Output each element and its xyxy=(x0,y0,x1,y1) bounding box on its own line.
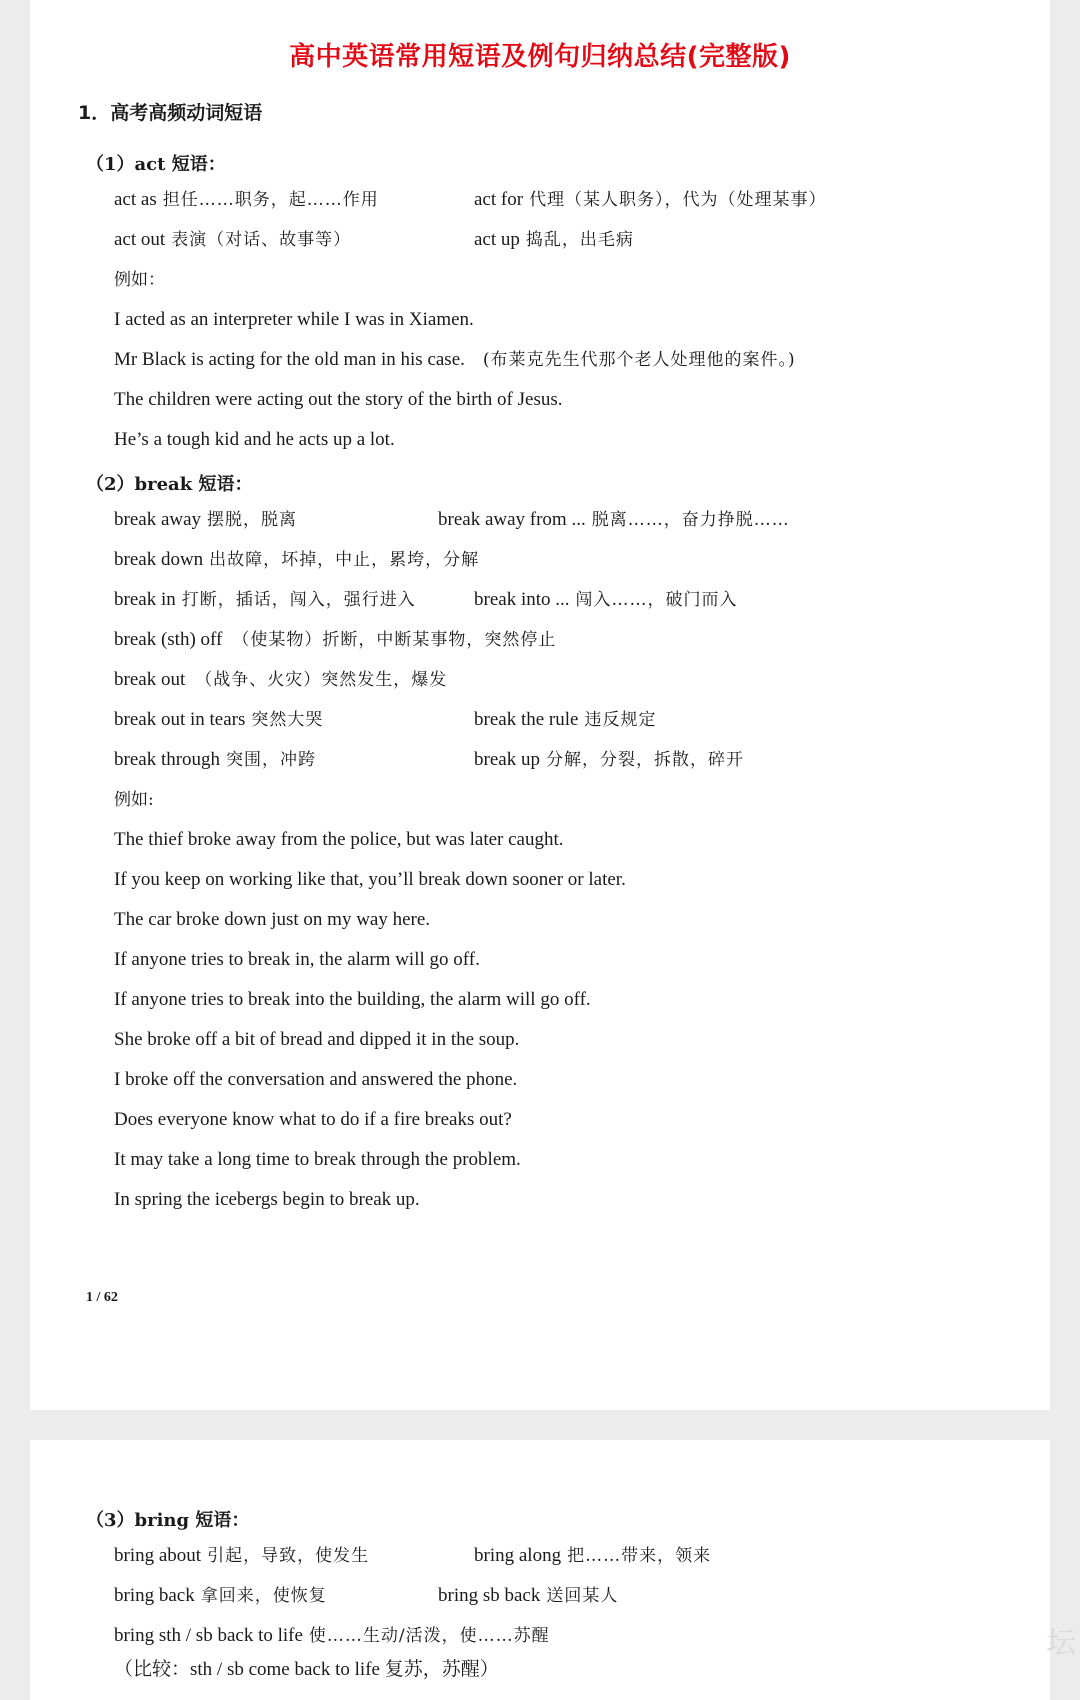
act-heading: （1）act 短语： xyxy=(86,154,226,175)
document-page-1 xyxy=(30,0,1050,1410)
phrase-zh: （使某物）折断，中断某事物，突然停止 xyxy=(232,630,557,650)
phrase-bring-along xyxy=(474,1544,711,1568)
phrase-break-out-in-tears xyxy=(114,708,323,732)
phrase-bring-back xyxy=(114,1584,327,1608)
phrase-en: break (sth) off xyxy=(114,629,223,650)
bring-partial-line: （比较：sth / sb come back to life 复苏，苏醒） xyxy=(114,1659,499,1680)
document-page-2 xyxy=(30,1440,1050,1700)
phrase-en: break up xyxy=(474,749,540,770)
example-en: Mr Black is acting for the old man in his case. xyxy=(114,349,465,370)
break-example-9: It may take a long time to break through the problem. xyxy=(114,1149,521,1170)
phrase-zh: 违反规定 xyxy=(584,710,657,730)
act-example-3: The children were acting out the story of the birth of Jesus. xyxy=(114,389,563,410)
phrase-en: act up xyxy=(474,229,520,250)
phrase-en: bring sth / sb back to life xyxy=(114,1625,303,1646)
phrase-en: act for xyxy=(474,189,524,210)
phrase-en: break into ... xyxy=(474,589,570,610)
phrase-break-away-from xyxy=(438,508,790,532)
break-example-label: 例如: xyxy=(114,790,154,810)
phrase-zh: 脱离……，奋力挣脱…… xyxy=(591,510,790,530)
phrase-en: break the rule xyxy=(474,709,579,730)
phrase-en: break out in tears xyxy=(114,709,246,730)
phrase-act-out xyxy=(114,228,351,252)
phrase-zh: 把……带来，领来 xyxy=(567,1546,712,1566)
phrase-break-down xyxy=(114,548,479,572)
phrase-en: act as xyxy=(114,189,157,210)
act-example-4: He’s a tough kid and he acts up a lot. xyxy=(114,429,395,450)
phrase-en: bring back xyxy=(114,1585,195,1606)
phrase-zh: 使……生动/活泼，使……苏醒 xyxy=(308,1626,550,1646)
phrase-en: bring about xyxy=(114,1545,202,1566)
phrase-zh: 拿回来，使恢复 xyxy=(200,1586,327,1606)
phrase-zh: 打断，插话，闯入，强行进入 xyxy=(181,590,416,610)
phrase-bring-back-to-life xyxy=(114,1624,550,1648)
phrase-act-as xyxy=(114,188,379,212)
break-example-4: If anyone tries to break in, the alarm will go off. xyxy=(114,949,480,970)
break-example-10: In spring the icebergs begin to break up. xyxy=(114,1189,420,1210)
phrase-zh: 引起，导致，使发生 xyxy=(207,1546,370,1566)
page-number: 1 / 62 xyxy=(86,1290,118,1305)
phrase-zh: 分解，分裂，拆散，碎开 xyxy=(545,750,744,770)
phrase-act-for xyxy=(474,188,827,212)
phrase-zh: 担任……职务，起……作用 xyxy=(162,190,379,210)
phrase-en: bring along xyxy=(474,1545,562,1566)
phrase-zh: 突围，冲跨 xyxy=(226,750,317,770)
phrase-en: break away xyxy=(114,509,202,530)
phrase-zh: 送回某人 xyxy=(546,1586,619,1606)
phrase-break-into xyxy=(474,588,738,612)
phrase-en: break down xyxy=(114,549,204,570)
phrase-en: bring sb back xyxy=(438,1585,541,1606)
phrase-act-up xyxy=(474,228,634,252)
phrase-zh: 捣乱，出毛病 xyxy=(525,230,634,250)
break-example-2: If you keep on working like that, you’ll break down sooner or later. xyxy=(114,869,626,890)
break-example-6: She broke off a bit of bread and dipped it in the soup. xyxy=(114,1029,520,1050)
phrase-break-away xyxy=(114,508,297,532)
phrase-zh: 代理（某人职务），代为（处理某事） xyxy=(529,190,827,210)
phrase-en: break away from ... xyxy=(438,509,586,530)
phrase-zh: （战争、火灾）突然发生，爆发 xyxy=(195,670,448,690)
phrase-zh: 出故障，坏掉，中止，累垮，分解 xyxy=(209,550,480,570)
section-heading-verb-phrases: 1．高考高频动词短语 xyxy=(78,102,263,124)
phrase-zh: 突然大哭 xyxy=(251,710,324,730)
break-example-3: The car broke down just on my way here. xyxy=(114,909,431,930)
phrase-break-out xyxy=(114,668,447,692)
watermark-icon: 坛 xyxy=(1046,1626,1076,1661)
phrase-zh: 闯入……，破门而入 xyxy=(575,590,738,610)
break-heading: （2）break 短语： xyxy=(86,474,253,495)
bring-heading: （3）bring 短语： xyxy=(86,1510,250,1531)
phrase-bring-about xyxy=(114,1544,369,1568)
phrase-en: break in xyxy=(114,589,176,610)
break-example-5: If anyone tries to break into the building, the alarm will go off. xyxy=(114,989,591,1010)
phrase-break-through xyxy=(114,748,316,772)
phrase-break-in xyxy=(114,588,416,612)
phrase-break-up xyxy=(474,748,744,772)
phrase-en: act out xyxy=(114,229,166,250)
phrase-zh: 表演（对话、故事等） xyxy=(171,230,352,250)
phrase-break-off xyxy=(114,628,556,652)
break-example-1: The thief broke away from the police, but was later caught. xyxy=(114,829,564,850)
act-example-2 xyxy=(114,348,796,372)
phrase-en: break through xyxy=(114,749,221,770)
break-example-7: I broke off the conversation and answered the phone. xyxy=(114,1069,518,1090)
example-zh: (布莱克先生代那个老人处理他的案件。) xyxy=(482,350,796,370)
phrase-en: break out xyxy=(114,669,186,690)
phrase-bring-sb-back xyxy=(438,1584,618,1608)
act-example-label: 例如： xyxy=(114,270,165,290)
break-example-8: Does everyone know what to do if a fire breaks out? xyxy=(114,1109,512,1130)
phrase-break-the-rule xyxy=(474,708,656,732)
document-title: 高中英语常用短语及例句归纳总结(完整版) xyxy=(289,42,791,72)
phrase-zh: 摆脱，脱离 xyxy=(207,510,298,530)
act-example-1: I acted as an interpreter while I was in Xiamen. xyxy=(114,309,474,330)
